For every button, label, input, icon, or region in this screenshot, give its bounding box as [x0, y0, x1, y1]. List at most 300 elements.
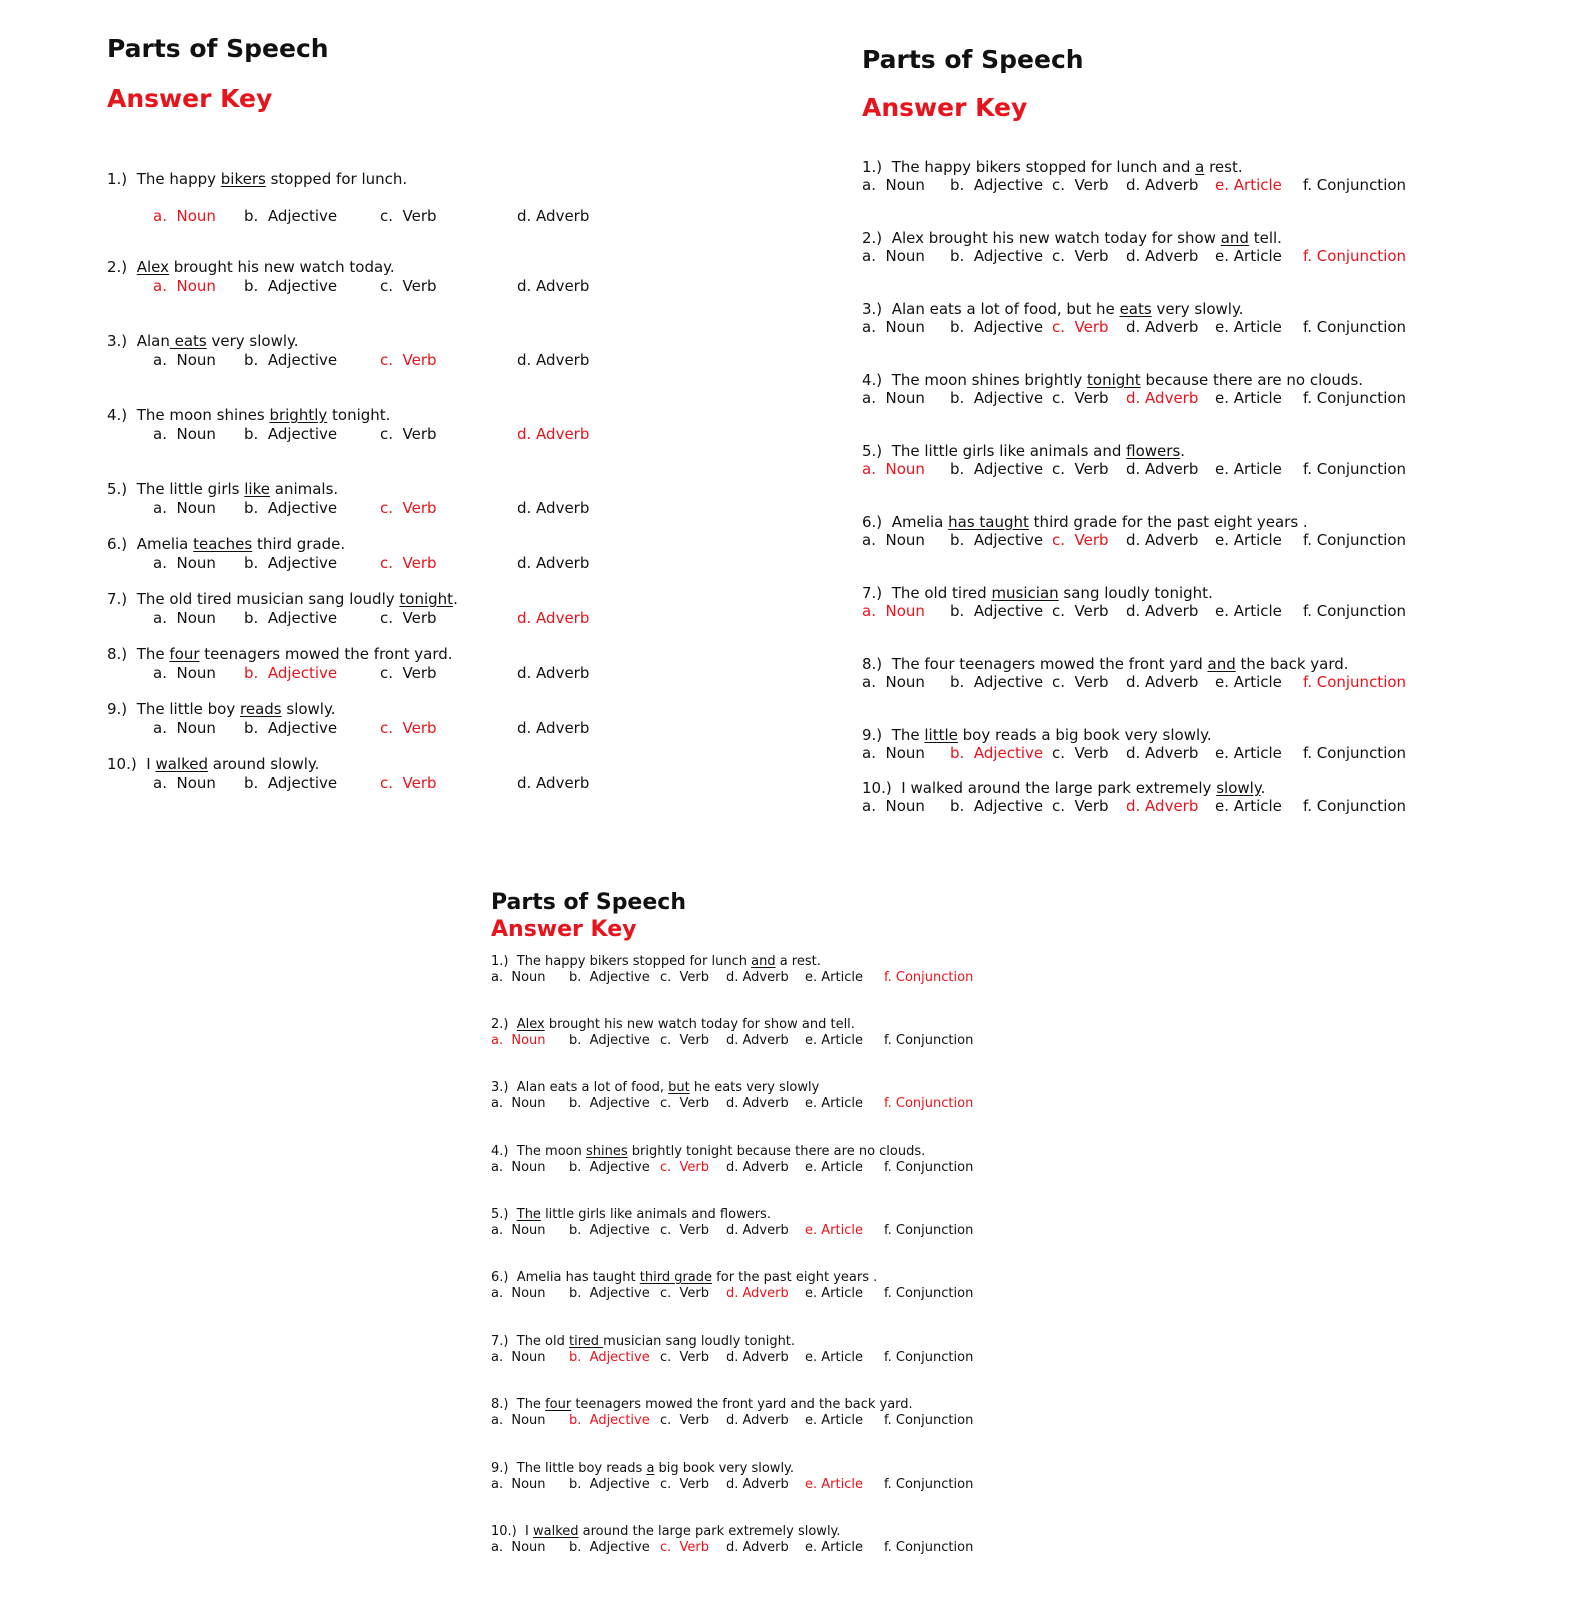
- answer-option: e. Article: [805, 1540, 863, 1555]
- answer-option-correct: a. Noun: [862, 460, 925, 478]
- answer-option: b. Adjective: [950, 247, 1044, 265]
- answer-option: b. Adjective: [950, 531, 1044, 549]
- answer-option: e. Article: [805, 1286, 863, 1301]
- answer-option: f. Conjunction: [1303, 797, 1407, 815]
- answer-option: c. Verb: [380, 425, 437, 443]
- text-after: brought his new watch today.: [169, 258, 395, 276]
- answer-option: b. Adjective: [244, 609, 338, 627]
- underlined-word: brightly: [269, 406, 328, 424]
- text-before: I walked around the large park extremely: [901, 779, 1217, 797]
- text-before: The: [516, 1397, 546, 1412]
- answer-option: d. Adverb: [726, 1413, 789, 1428]
- answer-option: c. Verb: [1052, 389, 1109, 407]
- question-number: 10.): [862, 779, 892, 797]
- text-before: The moon shines brightly: [891, 371, 1088, 389]
- answer-option: e. Article: [1215, 673, 1282, 691]
- answer-option: b. Adjective: [569, 1160, 650, 1175]
- answer-option: a. Noun: [153, 554, 216, 572]
- text-before: The happy bikers stopped for lunch and: [891, 158, 1196, 176]
- answer-option: f. Conjunction: [884, 1413, 974, 1428]
- question-number: 1.): [862, 158, 883, 176]
- text-before: Alan: [136, 332, 170, 350]
- question-number: 6.): [491, 1270, 509, 1285]
- underlined-word: has taught: [948, 513, 1029, 531]
- answer-option: c. Verb: [1052, 460, 1109, 478]
- answer-option-correct: c. Verb: [660, 1160, 710, 1175]
- answer-option: f. Conjunction: [884, 1286, 974, 1301]
- underlined-word: reads: [240, 700, 282, 718]
- text-before: Amelia: [136, 535, 194, 553]
- question-text: [862, 442, 1185, 460]
- text-after: sang loudly tonight.: [1058, 584, 1213, 602]
- sheet-subtitle: Answer Key: [107, 84, 273, 113]
- underlined-word: walked: [532, 1524, 579, 1539]
- answer-option: d. Adverb: [1126, 176, 1199, 194]
- answer-option-correct: d. Adverb: [1126, 389, 1199, 407]
- text-before: Alex brought his new watch today for show: [891, 229, 1221, 247]
- underlined-word: four: [169, 645, 200, 663]
- answer-option: b. Adjective: [569, 1223, 650, 1238]
- answer-option: b. Adjective: [244, 719, 338, 737]
- question-text: [107, 480, 338, 498]
- text-after: the back yard.: [1235, 655, 1349, 673]
- answer-option: b. Adjective: [569, 1477, 650, 1492]
- text-before: The old tired: [891, 584, 992, 602]
- question-number: 1.): [491, 954, 509, 969]
- answer-option: b. Adjective: [950, 176, 1044, 194]
- answer-option: b. Adjective: [244, 207, 338, 225]
- answer-option-correct: c. Verb: [380, 719, 437, 737]
- text-before: The little girls like animals and: [891, 442, 1127, 460]
- question-text: [107, 332, 299, 350]
- underlined-word: but: [668, 1080, 690, 1095]
- answer-option-correct: e. Article: [805, 1223, 863, 1238]
- question-number: 7.): [107, 590, 128, 608]
- answer-option: d. Adverb: [517, 719, 590, 737]
- answer-option: b. Adjective: [244, 554, 338, 572]
- answer-option: d. Adverb: [726, 1540, 789, 1555]
- answer-option: b. Adjective: [569, 1540, 650, 1555]
- question-number: 5.): [491, 1207, 509, 1222]
- answer-option: a. Noun: [153, 425, 216, 443]
- answer-option: a. Noun: [862, 247, 925, 265]
- question-number: 10.): [107, 755, 137, 773]
- answer-option: e. Article: [1215, 247, 1282, 265]
- question-number: 4.): [107, 406, 128, 424]
- answer-option-correct: d. Adverb: [517, 425, 590, 443]
- question-text: [862, 779, 1265, 797]
- answer-option: c. Verb: [660, 1096, 710, 1111]
- answer-option: a. Noun: [153, 499, 216, 517]
- answer-option: c. Verb: [660, 1033, 710, 1048]
- underlined-word: and: [1220, 229, 1249, 247]
- answer-option: d. Adverb: [726, 1223, 789, 1238]
- answer-option-correct: c. Verb: [660, 1540, 710, 1555]
- answer-option: f. Conjunction: [1303, 602, 1407, 620]
- underlined-word: bikers: [220, 170, 266, 188]
- question-number: 9.): [862, 726, 883, 744]
- text-before: The happy: [136, 170, 221, 188]
- text-after: .: [1180, 442, 1186, 460]
- answer-option-correct: b. Adjective: [950, 744, 1044, 762]
- answer-option-correct: c. Verb: [1052, 318, 1109, 336]
- text-before: The four teenagers mowed the front yard: [891, 655, 1208, 673]
- text-before: The moon shines: [136, 406, 270, 424]
- answer-option: b. Adjective: [950, 797, 1044, 815]
- text-after: brought his new watch today for show and tell.: [544, 1017, 855, 1032]
- answer-option: a. Noun: [153, 664, 216, 682]
- answer-option: a. Noun: [153, 609, 216, 627]
- answer-option: a. Noun: [491, 1286, 546, 1301]
- text-before: The: [136, 645, 170, 663]
- answer-option-correct: f. Conjunction: [1303, 247, 1407, 265]
- question-text: [862, 655, 1349, 673]
- underlined-word: third grade: [639, 1270, 713, 1285]
- answer-option-correct: e. Article: [805, 1477, 863, 1492]
- answer-option: a. Noun: [491, 1096, 546, 1111]
- text-after: .: [1260, 779, 1266, 797]
- text-after: .: [453, 590, 458, 608]
- answer-option-correct: e. Article: [1215, 176, 1282, 194]
- answer-option: c. Verb: [1052, 602, 1109, 620]
- answer-option-correct: c. Verb: [380, 351, 437, 369]
- text-before: The happy bikers stopped for lunch: [516, 954, 752, 969]
- answer-option: f. Conjunction: [884, 1160, 974, 1175]
- answer-option: c. Verb: [660, 1223, 710, 1238]
- answer-option: c. Verb: [1052, 744, 1109, 762]
- question-text: [107, 590, 458, 608]
- answer-option: f. Conjunction: [1303, 389, 1407, 407]
- answer-option: f. Conjunction: [884, 1540, 974, 1555]
- answer-option-correct: a. Noun: [491, 1033, 546, 1048]
- sheet-title: Parts of Speech: [862, 45, 1084, 74]
- answer-option: a. Noun: [491, 1350, 546, 1365]
- answer-option: a. Noun: [153, 774, 216, 792]
- answer-key-sheet-3: [491, 890, 1031, 1608]
- question-number: 7.): [862, 584, 883, 602]
- underlined-word: eats: [169, 332, 207, 350]
- answer-option: b. Adjective: [569, 1286, 650, 1301]
- text-after: tell.: [1248, 229, 1282, 247]
- answer-option-correct: c. Verb: [380, 499, 437, 517]
- text-after: slowly.: [281, 700, 336, 718]
- text-after: a rest.: [775, 954, 821, 969]
- question-text: [491, 1080, 819, 1095]
- question-text: [107, 700, 335, 718]
- underlined-word: Alex: [136, 258, 169, 276]
- answer-option: d. Adverb: [517, 277, 590, 295]
- question-number: 5.): [862, 442, 883, 460]
- answer-option-correct: b. Adjective: [569, 1413, 650, 1428]
- sheet-title: Parts of Speech: [491, 890, 686, 915]
- answer-option: d. Adverb: [1126, 744, 1199, 762]
- answer-option: a. Noun: [862, 744, 925, 762]
- text-before: I: [525, 1524, 533, 1539]
- text-after: around slowly.: [208, 755, 320, 773]
- answer-option: f. Conjunction: [1303, 531, 1407, 549]
- question-number: 5.): [107, 480, 128, 498]
- text-before: The: [891, 726, 925, 744]
- question-number: 9.): [107, 700, 128, 718]
- text-after: tonight.: [327, 406, 391, 424]
- text-after: little girls like animals and flowers.: [540, 1207, 771, 1222]
- answer-option: b. Adjective: [244, 774, 338, 792]
- text-before: The moon: [516, 1144, 587, 1159]
- answer-option: e. Article: [805, 1350, 863, 1365]
- question-text: [107, 755, 319, 773]
- text-before: Alan eats a lot of food,: [516, 1080, 669, 1095]
- answer-option: c. Verb: [380, 664, 437, 682]
- underlined-word: and: [751, 954, 776, 969]
- underlined-word: musician: [991, 584, 1059, 602]
- question-number: 2.): [107, 258, 128, 276]
- answer-option-correct: d. Adverb: [726, 1286, 789, 1301]
- answer-option: a. Noun: [862, 673, 925, 691]
- answer-option: d. Adverb: [517, 554, 590, 572]
- answer-option: b. Adjective: [244, 277, 338, 295]
- text-after: third grade.: [252, 535, 346, 553]
- underlined-word: four: [545, 1397, 572, 1412]
- underlined-word: flowers: [1126, 442, 1181, 460]
- underlined-word: tired: [569, 1334, 604, 1349]
- answer-option: d. Adverb: [726, 970, 789, 985]
- underlined-word: slowly: [1216, 779, 1261, 797]
- answer-option: b. Adjective: [244, 351, 338, 369]
- question-number: 8.): [491, 1397, 509, 1412]
- answer-option: d. Adverb: [726, 1477, 789, 1492]
- text-after: teenagers mowed the front yard.: [199, 645, 453, 663]
- answer-option: c. Verb: [660, 1350, 710, 1365]
- answer-option: c. Verb: [380, 277, 437, 295]
- answer-option: a. Noun: [862, 318, 925, 336]
- answer-option-correct: a. Noun: [862, 602, 925, 620]
- answer-option: d. Adverb: [726, 1160, 789, 1175]
- question-number: 3.): [491, 1080, 509, 1095]
- text-after: very slowly.: [206, 332, 299, 350]
- text-after: musician sang loudly tonight.: [603, 1334, 796, 1349]
- answer-option: c. Verb: [1052, 247, 1109, 265]
- question-text: [862, 513, 1308, 531]
- answer-option: c. Verb: [380, 207, 437, 225]
- answer-option: a. Noun: [862, 797, 925, 815]
- text-after: boy reads a big book very slowly.: [957, 726, 1212, 744]
- underlined-word: tonight: [1087, 371, 1141, 389]
- answer-option: f. Conjunction: [1303, 318, 1407, 336]
- answer-option: a. Noun: [491, 1223, 546, 1238]
- question-number: 2.): [862, 229, 883, 247]
- answer-option: b. Adjective: [569, 1096, 650, 1111]
- answer-option: a. Noun: [153, 351, 216, 369]
- sheet-subtitle: Answer Key: [491, 917, 637, 942]
- underlined-word: like: [244, 480, 270, 498]
- question-text: [862, 726, 1212, 744]
- text-after: rest.: [1204, 158, 1243, 176]
- answer-option-correct: c. Verb: [380, 774, 437, 792]
- question-number: 8.): [107, 645, 128, 663]
- text-after: third grade for the past eight years .: [1028, 513, 1308, 531]
- answer-option: f. Conjunction: [1303, 176, 1407, 194]
- answer-option: e. Article: [1215, 389, 1282, 407]
- text-before: The little boy: [136, 700, 240, 718]
- answer-option: d. Adverb: [517, 351, 590, 369]
- answer-option: d. Adverb: [1126, 673, 1199, 691]
- question-text: [491, 1524, 841, 1539]
- answer-option: b. Adjective: [244, 499, 338, 517]
- answer-option: b. Adjective: [244, 425, 338, 443]
- answer-option: f. Conjunction: [884, 1350, 974, 1365]
- question-number: 4.): [862, 371, 883, 389]
- answer-option: d. Adverb: [517, 499, 590, 517]
- answer-option-correct: b. Adjective: [569, 1350, 650, 1365]
- answer-option: e. Article: [805, 1160, 863, 1175]
- answer-option: d. Adverb: [726, 1350, 789, 1365]
- question-text: [491, 1270, 877, 1285]
- underlined-word: Alex: [516, 1017, 545, 1032]
- answer-option: d. Adverb: [1126, 602, 1199, 620]
- question-text: [107, 535, 345, 553]
- answer-option: c. Verb: [380, 609, 437, 627]
- answer-option: e. Article: [805, 970, 863, 985]
- question-number: 6.): [107, 535, 128, 553]
- question-text: [107, 406, 390, 424]
- question-text: [862, 584, 1213, 602]
- underlined-word: a: [1195, 158, 1205, 176]
- answer-option: b. Adjective: [950, 602, 1044, 620]
- question-text: [107, 645, 453, 663]
- underlined-word: little: [924, 726, 958, 744]
- text-after: teenagers mowed the front yard and the back yard.: [571, 1397, 913, 1412]
- underlined-word: tonight: [399, 590, 454, 608]
- answer-option: f. Conjunction: [884, 1477, 974, 1492]
- answer-option: c. Verb: [660, 970, 710, 985]
- question-number: 10.): [491, 1524, 517, 1539]
- answer-option: c. Verb: [1052, 673, 1109, 691]
- question-text: [107, 170, 407, 188]
- text-after: he eats very slowly: [689, 1080, 820, 1095]
- question-text: [862, 300, 1243, 318]
- answer-option: d. Adverb: [1126, 318, 1199, 336]
- question-text: [491, 1334, 795, 1349]
- underlined-word: shines: [586, 1144, 628, 1159]
- question-number: 7.): [491, 1334, 509, 1349]
- answer-option-correct: a. Noun: [153, 207, 216, 225]
- answer-option-correct: a. Noun: [153, 277, 216, 295]
- answer-key-sheet-1: [107, 34, 667, 834]
- answer-option: a. Noun: [862, 176, 925, 194]
- answer-option: b. Adjective: [569, 970, 650, 985]
- question-number: 3.): [862, 300, 883, 318]
- answer-option: d. Adverb: [1126, 531, 1199, 549]
- question-number: 6.): [862, 513, 883, 531]
- answer-option: a. Noun: [491, 970, 546, 985]
- answer-option: a. Noun: [491, 1160, 546, 1175]
- text-before: The old tired musician sang loudly: [136, 590, 400, 608]
- answer-option: e. Article: [805, 1096, 863, 1111]
- text-after: stopped for lunch.: [265, 170, 408, 188]
- answer-option: d. Adverb: [517, 774, 590, 792]
- answer-option-correct: d. Adverb: [1126, 797, 1199, 815]
- answer-option-correct: f. Conjunction: [1303, 673, 1407, 691]
- answer-option: d. Adverb: [726, 1033, 789, 1048]
- answer-option: c. Verb: [1052, 797, 1109, 815]
- text-before: The little girls: [136, 480, 245, 498]
- answer-option: d. Adverb: [1126, 460, 1199, 478]
- answer-option-correct: f. Conjunction: [884, 970, 974, 985]
- text-after: brightly tonight because there are no clouds.: [627, 1144, 926, 1159]
- answer-option-correct: c. Verb: [1052, 531, 1109, 549]
- underlined-word: and: [1207, 655, 1236, 673]
- answer-option: c. Verb: [660, 1413, 710, 1428]
- answer-option: e. Article: [1215, 797, 1282, 815]
- answer-option: e. Article: [1215, 744, 1282, 762]
- answer-option: a. Noun: [491, 1413, 546, 1428]
- answer-option: a. Noun: [491, 1540, 546, 1555]
- answer-option-correct: b. Adjective: [244, 664, 338, 682]
- question-number: 9.): [491, 1461, 509, 1476]
- text-before: Amelia: [891, 513, 949, 531]
- answer-option: d. Adverb: [517, 664, 590, 682]
- question-text: [491, 1207, 771, 1222]
- answer-option: b. Adjective: [950, 389, 1044, 407]
- question-number: 3.): [107, 332, 128, 350]
- answer-option: c. Verb: [660, 1286, 710, 1301]
- answer-option: f. Conjunction: [884, 1033, 974, 1048]
- text-after: big book very slowly.: [654, 1461, 795, 1476]
- text-before: The little boy reads: [516, 1461, 647, 1476]
- text-after: animals.: [269, 480, 339, 498]
- question-text: [491, 954, 821, 969]
- answer-option: f. Conjunction: [1303, 460, 1407, 478]
- answer-option: d. Adverb: [1126, 247, 1199, 265]
- text-before: The old: [516, 1334, 570, 1349]
- answer-option: e. Article: [1215, 460, 1282, 478]
- answer-option: f. Conjunction: [1303, 744, 1407, 762]
- question-number: 8.): [862, 655, 883, 673]
- question-text: [107, 258, 395, 276]
- text-before: Alan eats a lot of food, but he: [891, 300, 1120, 318]
- question-text: [491, 1144, 925, 1159]
- text-before: Amelia has taught: [516, 1270, 640, 1285]
- underlined-word: teaches: [193, 535, 253, 553]
- question-text: [491, 1397, 913, 1412]
- sheet-subtitle: Answer Key: [862, 93, 1028, 122]
- underlined-word: eats: [1119, 300, 1152, 318]
- text-before: I: [146, 755, 156, 773]
- underlined-word: a: [646, 1461, 655, 1476]
- answer-option: a. Noun: [491, 1477, 546, 1492]
- answer-option-correct: f. Conjunction: [884, 1096, 974, 1111]
- text-after: for the past eight years .: [712, 1270, 878, 1285]
- answer-option: b. Adjective: [950, 673, 1044, 691]
- answer-option: a. Noun: [862, 389, 925, 407]
- question-number: 1.): [107, 170, 128, 188]
- answer-option: f. Conjunction: [884, 1223, 974, 1238]
- question-text: [862, 229, 1282, 247]
- question-number: 2.): [491, 1017, 509, 1032]
- question-number: 4.): [491, 1144, 509, 1159]
- answer-option: e. Article: [1215, 318, 1282, 336]
- question-text: [862, 158, 1243, 176]
- answer-option: d. Adverb: [726, 1096, 789, 1111]
- underlined-word: The: [516, 1207, 541, 1222]
- sheet-title: Parts of Speech: [107, 34, 329, 63]
- answer-option: c. Verb: [660, 1477, 710, 1492]
- answer-option: b. Adjective: [950, 318, 1044, 336]
- answer-option: e. Article: [1215, 531, 1282, 549]
- underlined-word: walked: [155, 755, 208, 773]
- text-after: because there are no clouds.: [1140, 371, 1364, 389]
- answer-option: b. Adjective: [950, 460, 1044, 478]
